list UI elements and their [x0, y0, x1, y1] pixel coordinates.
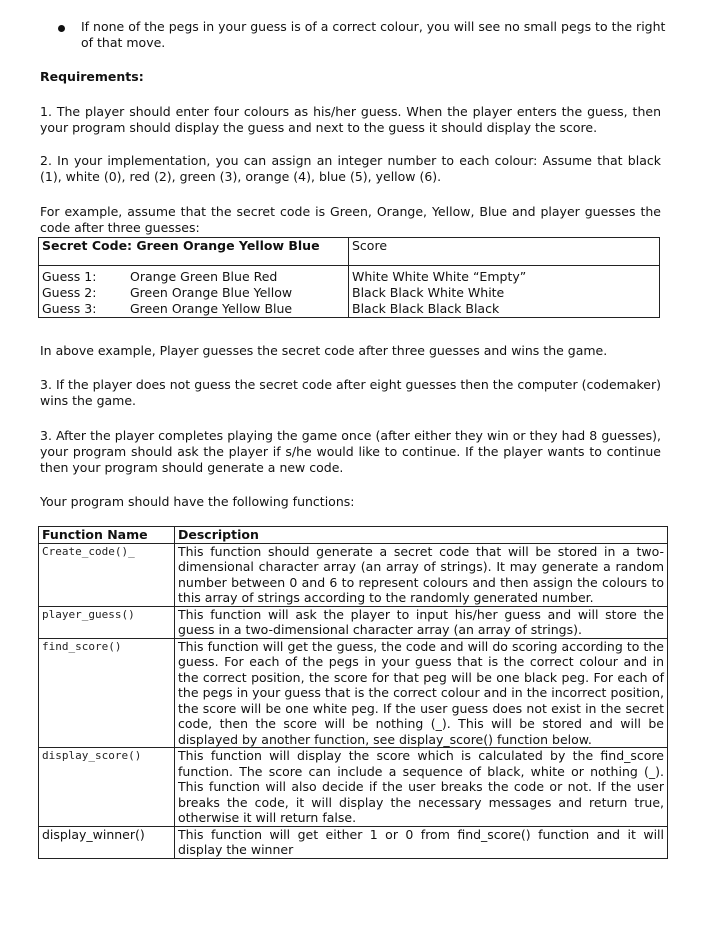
function-name: display_winner() [39, 826, 175, 858]
score-cell [349, 266, 660, 318]
requirement-1: 1. The player should enter four colours as his/her guess. When the player enters the guess, then your program should display the guess and next to the guess it should display the score. [40, 104, 661, 135]
table-row [39, 638, 668, 748]
guess-score: Black Black White White [352, 285, 505, 300]
table-row [39, 266, 660, 318]
bullet-text: If none of the pegs in your guess is of a correct colour, you will see no small pegs to the right of that move. [81, 19, 666, 50]
score-table [38, 237, 660, 318]
function-description: This function will get the guess, the code and will do scoring according to the guess. For each of the pegs in your guess that is the correct colour and in the correct position, the score for that peg will be one black peg. For each of the pegs in your guess that is the correct colour and in the incorrect position, the score will be one white peg. If the user guess does not exist in the secret code, then the score will be nothing (_). This will be stored and will be displayed by another function, see display_score() function below. [175, 638, 668, 748]
guess-label: Guess 3: [42, 301, 97, 316]
table-row [39, 543, 668, 606]
secret-code-header: Secret Code: Green Orange Yellow Blue [39, 238, 349, 266]
requirement-2: 2. In your implementation, you can assign an integer number to each colour: Assume that black (1), white (0), red (2), green (3), orange (4), blue (5), yellow (6). [40, 153, 661, 184]
functions-intro: Your program should have the following functions: [40, 494, 355, 509]
bullet-dot-icon [58, 25, 65, 32]
requirement-3: 3. If the player does not guess the secret code after eight guesses then the computer (codemaker) wins the game. [40, 377, 661, 408]
function-description: This function will display the score which is calculated by the find_score function. The score can include a sequence of black, white or nothing (_). This function will also decide if the user breaks the code or not. If the user breaks the code, it will display the necessary messages and return true, otherwise it will return false. [175, 748, 668, 827]
score-header: Score [349, 238, 660, 266]
guess-cell [39, 266, 349, 318]
requirement-4: 3. After the player completes playing the game once (after either they win or they had 8 guesses), your program should ask the player if s/he would like to continue. If the player wants to continue then your program should generate a new code. [40, 428, 661, 475]
function-name-header: Function Name [39, 527, 175, 544]
example-intro: For example, assume that the secret code is Green, Orange, Yellow, Blue and player guesses the code after three guesses: [40, 204, 661, 235]
function-name: display_score() [39, 748, 175, 827]
guess-colours: Green Orange Blue Yellow [130, 285, 293, 300]
guess-colours: Orange Green Blue Red [130, 269, 278, 284]
guess-score: White White White “Empty” [352, 269, 527, 284]
guess-score: Black Black Black Black [352, 301, 500, 316]
description-header: Description [175, 527, 668, 544]
table-row [39, 826, 668, 858]
function-name: find_score() [39, 638, 175, 748]
example-result: In above example, Player guesses the secret code after three guesses and wins the game. [40, 343, 608, 358]
function-description: This function will get either 1 or 0 from find_score() function and it will display the winner [175, 826, 668, 858]
function-description: This function should generate a secret code that will be stored in a two-dimensional character array (an array of strings). It may generate a random number between 0 and 6 to represent colours and then assign the colours to this array of strings according to the randomly generated number. [175, 543, 668, 606]
function-name: Create_code()_ [39, 543, 175, 606]
function-description: This function will ask the player to input his/her guess and will store the guess in a two-dimensional character array (an array of strings). [175, 606, 668, 638]
functions-table-header [39, 527, 668, 544]
score-table-header [39, 238, 660, 266]
guess-label: Guess 2: [42, 285, 97, 300]
functions-table [38, 526, 668, 859]
guess-colours: Green Orange Yellow Blue [130, 301, 293, 316]
function-name: player_guess() [39, 606, 175, 638]
guess-label: Guess 1: [42, 269, 97, 284]
requirements-heading: Requirements: [40, 69, 144, 84]
table-row [39, 748, 668, 827]
table-row [39, 606, 668, 638]
